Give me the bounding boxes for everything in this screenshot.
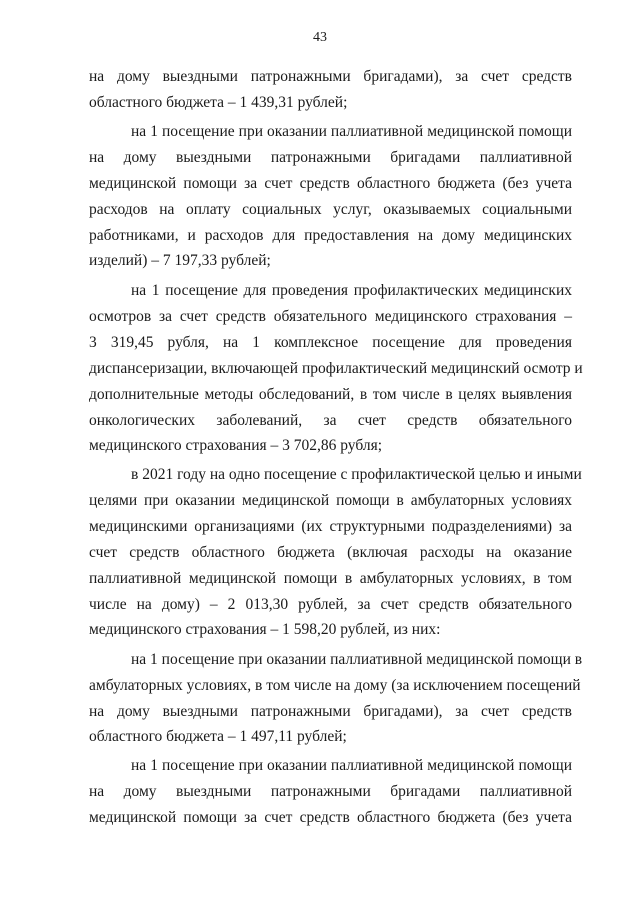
text-line: медицинской помощи за счет средств областного бюджета (без учета [89, 175, 572, 192]
text-line: работниками, и расходов для предоставления на дому медицинских [89, 227, 572, 244]
text-line: диспансеризации, включающей профилактический медицинский осмотр и [89, 360, 583, 377]
text-line: счет средств областного бюджета (включая расходы на оказание [89, 544, 572, 561]
text-line: медицинскими организациями (их структурными подразделениями) за [89, 518, 572, 535]
text-line: целями при оказании медицинской помощи в амбулаторных условиях [89, 492, 572, 509]
text-line: осмотров за счет средств обязательного медицинского страхования – [89, 308, 572, 325]
text-line: медицинской помощи за счет средств областного бюджета (без учета [89, 809, 572, 826]
text-line: расходов на оплату социальных услуг, оказываемых социальными [89, 201, 572, 218]
text-line: на 1 посещение для проведения профилактических медицинских [131, 282, 572, 299]
text-line: на дому выездными патронажными бригадами паллиативной [89, 783, 572, 800]
text-line: на 1 посещение при оказании паллиативной медицинской помощи [131, 757, 572, 774]
text-line: медицинского страхования – 1 598,20 рублей, из них: [89, 621, 441, 638]
text-line: паллиативной медицинской помощи в амбулаторных условиях, в том [89, 570, 572, 587]
text-line: в 2021 году на одно посещение с профилактической целью и иными [131, 466, 582, 483]
text-line: 3 319,45 рубля, на 1 комплексное посещение для проведения [89, 334, 572, 351]
text-line: изделий) – 7 197,33 рублей; [89, 252, 271, 269]
text-line: онкологических заболеваний, за счет средств обязательного [89, 412, 572, 429]
text-line: на 1 посещение при оказании паллиативной медицинской помощи в [131, 651, 583, 668]
text-line: на 1 посещение при оказании паллиативной медицинской помощи [131, 123, 572, 140]
page-number: 43 [313, 30, 327, 45]
text-line: числе на дому) – 2 013,30 рублей, за счет средств обязательного [89, 596, 572, 613]
text-line: на дому выездными патронажными бригадами), за счет средств [89, 68, 572, 85]
text-line: областного бюджета – 1 439,31 рублей; [89, 94, 348, 111]
text-line: на дому выездными патронажными бригадами), за счет средств [89, 703, 572, 720]
text-line: амбулаторных условиях, в том числе на дому (за исключением посещений [89, 677, 581, 694]
text-line: медицинского страхования – 3 702,86 рубля; [89, 437, 383, 454]
text-line: дополнительные методы обследований, в том числе в целях выявления [89, 386, 572, 403]
text-line: на дому выездными патронажными бригадами паллиативной [89, 149, 572, 166]
text-line: областного бюджета – 1 497,11 рублей; [89, 728, 347, 745]
